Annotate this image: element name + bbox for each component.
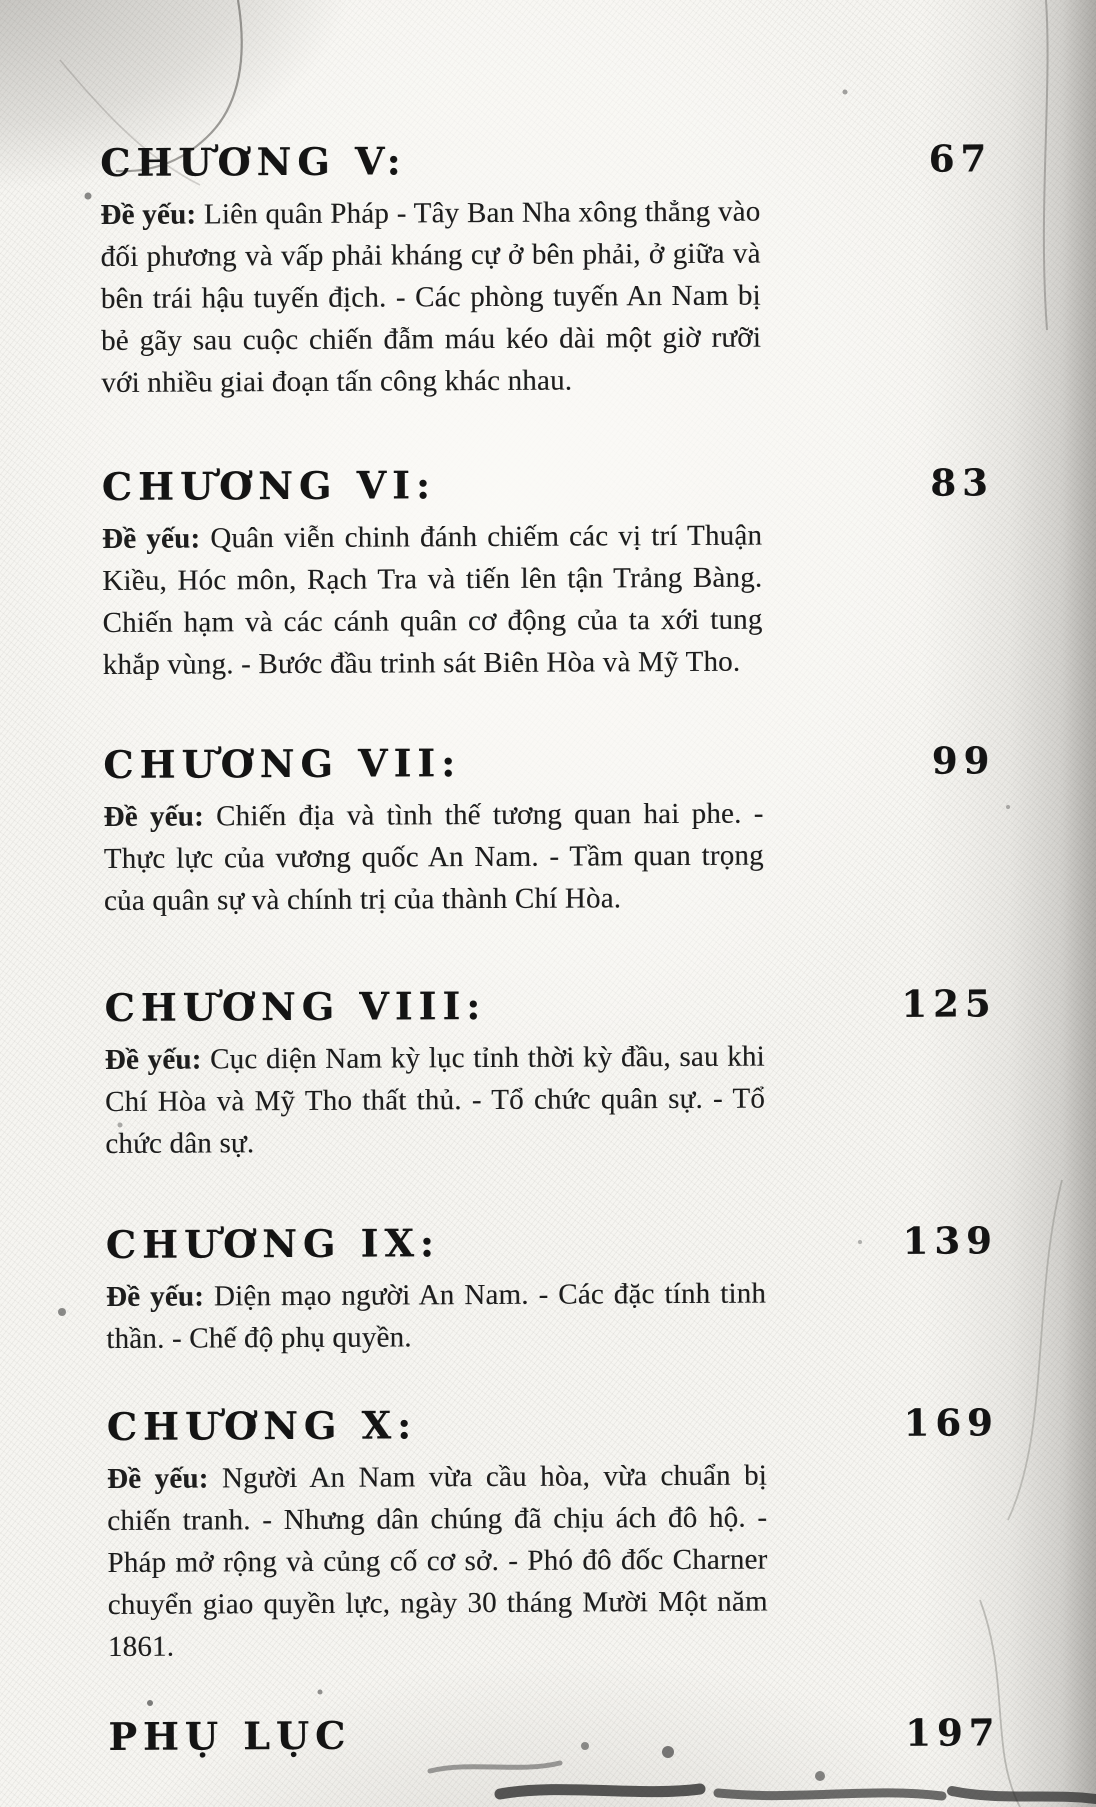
toc-entry-chapter-6 bbox=[101, 457, 994, 686]
chapter-heading: CHƯƠNG VI: bbox=[101, 462, 437, 509]
chapter-summary bbox=[103, 793, 764, 922]
entry-head bbox=[106, 1397, 999, 1452]
summary-label: Đề yếu: bbox=[103, 800, 204, 833]
table-of-contents bbox=[100, 133, 1001, 1762]
entry-head bbox=[101, 457, 994, 512]
entry-head bbox=[104, 978, 997, 1033]
toc-entry-chapter-8 bbox=[104, 978, 997, 1165]
chapter-summary bbox=[106, 1273, 766, 1360]
summary-text: Liên quân Pháp - Tây Ban Nha xông thẳng vào đối phương và vấp phải kháng cự ở bên phải, ở giữa và bên trái hậu tuyến địch. - Các phòng tuyến An Nam bị bẻ gãy sau cuộc chiến đẫm máu kéo dài một giờ rưỡi với nhiều giai đoạn tấn công khác nhau. bbox=[100, 195, 762, 399]
chapter-heading: CHƯƠNG X: bbox=[106, 1402, 418, 1449]
chapter-page-number: 139 bbox=[902, 1218, 998, 1263]
summary-label: Đề yếu: bbox=[100, 198, 197, 231]
toc-entry-chapter-9 bbox=[105, 1215, 998, 1360]
chapter-summary bbox=[105, 1036, 766, 1165]
chapter-heading: CHƯƠNG VIII: bbox=[104, 982, 487, 1030]
chapter-heading: CHƯƠNG VII: bbox=[103, 740, 462, 787]
summary-text: Chiến địa và tình thế tương quan hai phe. - Thực lực của vương quốc An Nam. - Tầm quan trọng của quân sự và chính trị của thành Chí Hòa. bbox=[103, 797, 764, 917]
chapter-page-number: 169 bbox=[903, 1400, 999, 1445]
toc-entry-chapter-10 bbox=[106, 1397, 999, 1668]
chapter-heading: CHƯƠNG IX: bbox=[105, 1220, 441, 1267]
chapter-page-number: 125 bbox=[901, 981, 997, 1026]
summary-label: Đề yếu: bbox=[106, 1462, 209, 1495]
appendix-heading: PHỤ LỤC bbox=[108, 1712, 352, 1759]
summary-text: Người An Nam vừa cầu hòa, vừa chuẩn bị chiến tranh. - Nhưng dân chúng đã chịu ách đô hộ. - Pháp mở rộng và củng cố cơ sở. - Phó đô đốc Charner chuyển giao quyền lực, ngày 30 tháng Mười Một năm 1861. bbox=[107, 1459, 768, 1663]
chapter-page-number: 99 bbox=[931, 738, 996, 783]
summary-label: Đề yếu: bbox=[105, 1280, 205, 1313]
entry-head bbox=[100, 133, 993, 188]
toc-entry-chapter-5 bbox=[100, 133, 993, 404]
chapter-heading: CHƯƠNG V: bbox=[100, 138, 407, 185]
toc-entry-chapter-7 bbox=[103, 735, 996, 922]
chapter-page-number: 67 bbox=[928, 136, 993, 181]
chapter-summary bbox=[100, 191, 761, 404]
summary-text: Diện mạo người An Nam. - Các đặc tính tinh thần. - Chế độ phụ quyền. bbox=[106, 1277, 767, 1355]
summary-label: Đề yếu: bbox=[102, 522, 201, 555]
summary-text: Cục diện Nam kỳ lục tỉnh thời kỳ đầu, sau khi Chí Hòa và Mỹ Tho thất thủ. - Tổ chức quân sự. - Tổ chức dân sự. bbox=[104, 1040, 766, 1160]
chapter-summary bbox=[107, 1455, 768, 1668]
appendix-page-number: 197 bbox=[905, 1710, 1001, 1755]
chapter-summary bbox=[102, 515, 763, 686]
entry-head bbox=[105, 1215, 998, 1270]
entry-head bbox=[103, 735, 996, 790]
toc-entry-appendix bbox=[108, 1707, 1001, 1762]
summary-label: Đề yếu: bbox=[104, 1043, 202, 1076]
chapter-page-number: 83 bbox=[930, 460, 994, 505]
summary-text: Quân viễn chinh đánh chiếm các vị trí Thuận Kiều, Hóc môn, Rạch Tra và tiến lên tận Trảng Bàng. Chiến hạm và các cánh quân cơ động của ta xới tung khắp vùng. - Bước đầu trinh sát Biên Hòa và Mỹ Tho. bbox=[102, 519, 763, 681]
entry-head bbox=[108, 1707, 1001, 1762]
